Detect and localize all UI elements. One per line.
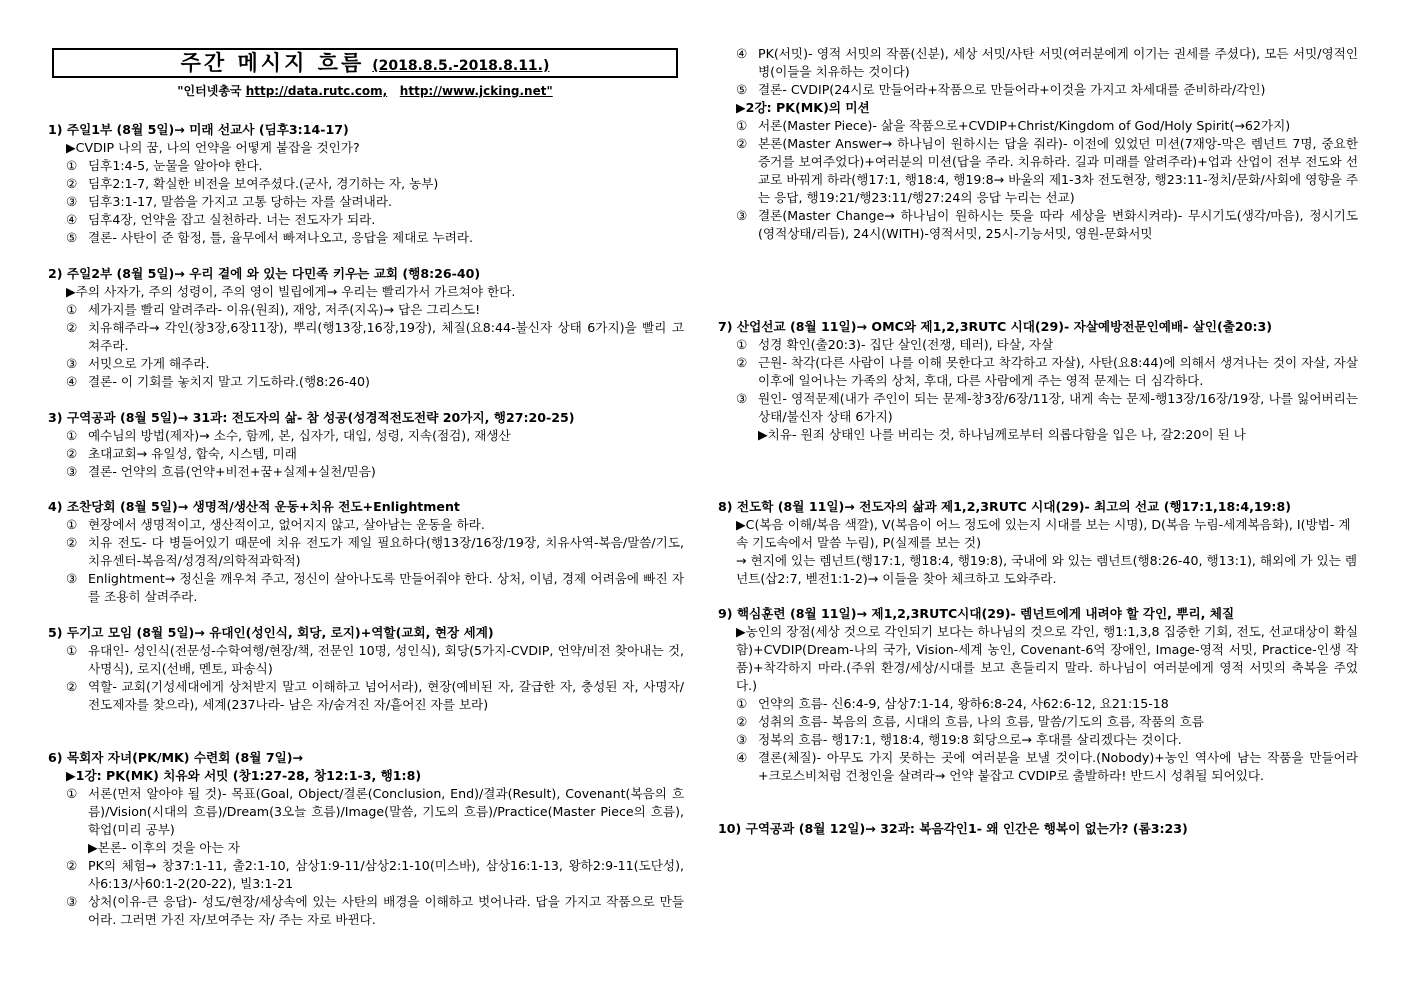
item-number: ② bbox=[66, 858, 78, 873]
item-text: 서론(먼저 알아야 될 것)- 목표(Goal, Object/결론(Conclusion, End)/결과(Result), Covenant(복음의 흐름)/Vision(시대의 흐름)/Dream(3오늘 흐름)/Image(말씀, 기도의 흐름)/Practice(Master Piece의 흐름), 학업(미리 공부) bbox=[88, 786, 684, 837]
list-item bbox=[718, 390, 1358, 426]
section-3 bbox=[48, 409, 684, 481]
item-text: 상처(이유-큰 응답)- 성도/현장/세상속에 있는 사탄의 배경을 이해하고 벗어나라. 답을 가지고 작품으로 만들어라. 그러면 가진 자/보여주는 자/ 주는 자로 바뀐다. bbox=[88, 894, 684, 927]
item-number: ② bbox=[66, 176, 78, 191]
item-number: ② bbox=[66, 446, 78, 461]
list-item bbox=[48, 516, 684, 534]
item-number: ③ bbox=[736, 208, 748, 223]
list-item bbox=[718, 207, 1358, 243]
list-item bbox=[48, 229, 684, 247]
title-box bbox=[52, 48, 678, 78]
item-number: ① bbox=[736, 696, 748, 711]
section-heading: 10) 구역공과 (8월 12일)→ 32과: 복음각인1- 왜 인간은 행복이 없는가? (롬3:23) bbox=[718, 821, 1188, 836]
item-text: 서밋으로 가게 해주라. bbox=[88, 356, 210, 371]
item-number: ② bbox=[736, 355, 748, 370]
item-number: ③ bbox=[66, 356, 78, 371]
item-text: 성취의 흐름- 복음의 흐름, 시대의 흐름, 나의 흐름, 말씀/기도의 흐름, 작품의 흐름 bbox=[758, 714, 1204, 729]
section-10 bbox=[718, 820, 1358, 838]
list-item bbox=[48, 193, 684, 211]
list-item bbox=[48, 678, 684, 714]
item-text: 본론(Master Answer→ 하나님이 원하시는 답을 줘라)- 이전에 있었던 미션(7재앙-막은 렘넌트 7명, 중요한 증거를 보여주었다)+여러분의 미션(답을 주라. 치유하라. 길과 미래를 알려주라)+업과 산업이 전부 전도와 선교로 바꿔게 하라(행17:1, 행18:4, 행19:8→ 바울의 제1-3차 전도현장, 행23:11-정치/문화/사회에 영향을 주는 응답, 행19:21/행23:11/행27:24의 응답 누리는 선교) bbox=[758, 136, 1358, 205]
section-line: → 현지에 있는 렘넌트(행17:1, 행18:4, 행19:8), 국내에 와 있는 렘넌트(행8:26-40, 행13:1), 해외에 가 있는 렘넌트(삽2:7, 벧전1:1-2)→ 이들을 찾아 체크하고 도와주라. bbox=[736, 553, 1358, 586]
list-item bbox=[48, 373, 684, 391]
url-link-1[interactable]: http://data.rutc.com, bbox=[245, 84, 388, 98]
section-heading: 7) 산업선교 (8월 11일)→ OMC와 제1,2,3RUTC 시대(29)- 자살예방전문인예배- 살인(출20:3) bbox=[718, 319, 1273, 334]
list-item bbox=[48, 175, 684, 193]
item-number: ③ bbox=[66, 571, 78, 586]
item-text: 치유해주라→ 각인(창3장,6장11장), 뿌리(행13장,16장,19장), 체질(요8:44-불신자 상태 6가지)을 빨리 고쳐주라. bbox=[88, 320, 684, 353]
date-range: (2018.8.5.-2018.8.11.) bbox=[372, 58, 550, 74]
item-text: 현장에서 생명적이고, 생산적이고, 없어지지 않고, 살아남는 운동을 하라. bbox=[88, 517, 485, 532]
list-item bbox=[718, 117, 1358, 135]
section-arrow: ▶농인의 장점(세상 것으로 각인되기 보다는 하나님의 것으로 각인, 행1:1,3,8 집중한 기회, 전도, 선교대상이 확실함)+CVDIP(Dream-나의 국가, Vision-세계 농인, Covenant-6억 장애인, Image-영적 서밋, Practice-인생 작품)+착각하지 마라.(주위 환경/세상/시대를 보고 흔들리지 말라. 하나님이 여러분에게 영적 서밋의 축복을 주었다.) bbox=[736, 624, 1358, 693]
item-number: ④ bbox=[736, 750, 748, 765]
list-item bbox=[718, 135, 1358, 207]
section-7 bbox=[718, 318, 1358, 444]
section-5 bbox=[48, 624, 684, 714]
list-item bbox=[48, 893, 684, 929]
list-item bbox=[718, 45, 1358, 81]
item-number: ③ bbox=[66, 894, 78, 909]
item-text: PK의 체험→ 창37:1-11, 출2:1-10, 삼상1:9-11/삼상2:1-10(미스바), 삼상16:1-13, 왕하2:9-11(도단성), 사6:13/사60:1-2(20-22), 빌3:1-21 bbox=[88, 858, 684, 891]
item-number: ① bbox=[66, 428, 78, 443]
item-number: ① bbox=[66, 302, 78, 317]
item-number: ② bbox=[66, 535, 78, 550]
sub-note: ▶치유- 원죄 상태인 나를 버리는 것, 하나님께로부터 의롭다함을 입은 나, 갈2:20이 된 나 bbox=[758, 427, 1246, 442]
item-number: ④ bbox=[66, 212, 78, 227]
item-number: ④ bbox=[736, 46, 748, 61]
list-item bbox=[718, 731, 1358, 749]
item-number: ② bbox=[66, 320, 78, 335]
section-heading: 5) 두기고 모임 (8월 5일)→ 유대인(성인식, 회당, 로지)+역할(교회, 현장 세계) bbox=[48, 625, 494, 640]
sub-note: ▶본론- 이후의 것을 아는 자 bbox=[88, 840, 240, 855]
item-number: ② bbox=[736, 714, 748, 729]
item-number: ③ bbox=[736, 732, 748, 747]
section-heading: 8) 전도학 (8월 11일)→ 전도자의 삶과 제1,2,3RUTC 시대(29)- 최고의 선교 (행17:1,18:4,19:8) bbox=[718, 499, 1291, 514]
section-heading: 4) 조찬당회 (8월 5일)→ 생명적/생산적 운동+치유 전도+Enlightment bbox=[48, 499, 460, 514]
list-item bbox=[718, 713, 1358, 731]
item-number: ③ bbox=[66, 194, 78, 209]
list-item bbox=[48, 157, 684, 175]
item-text: 딤후1:4-5, 눈물을 알아야 한다. bbox=[88, 158, 263, 173]
list-item bbox=[48, 534, 684, 570]
url-link-2[interactable]: http://www.jcking.net" bbox=[399, 84, 553, 98]
list-item bbox=[48, 570, 684, 606]
item-number: ⑤ bbox=[736, 82, 748, 97]
item-text: 초대교회→ 유일성, 합숙, 시스템, 미래 bbox=[88, 446, 297, 461]
item-number: ① bbox=[66, 517, 78, 532]
item-text: 딤후4장, 언약을 잡고 실천하라. 너는 전도자가 되라. bbox=[88, 212, 376, 227]
url-line bbox=[52, 82, 678, 99]
item-number: ② bbox=[66, 679, 78, 694]
list-item bbox=[718, 336, 1358, 354]
section-heading: 9) 핵심훈련 (8월 11일)→ 제1,2,3RUTC시대(29)- 렘넌트에게 내려야 할 각인, 뿌리, 체질 bbox=[718, 606, 1235, 621]
item-text: 딤후3:1-17, 말씀을 가지고 고통 당하는 자를 살려내라. bbox=[88, 194, 393, 209]
item-number: ③ bbox=[66, 464, 78, 479]
list-item bbox=[48, 445, 684, 463]
item-text: 결론(Master Change→ 하나님이 원하시는 뜻을 따라 세상을 변화시켜라)- 무시기도(생각/마음), 정시기도(영적상태/리듬), 24시(WITH)-영적서밋, 25시-기능서밋, 영원-문화서밋 bbox=[758, 208, 1358, 241]
section-2 bbox=[48, 265, 684, 391]
list-item bbox=[718, 749, 1358, 785]
section-heading: 6) 목회자 자녀(PK/MK) 수련회 (8월 7일)→ bbox=[48, 750, 304, 765]
section-heading: 3) 구역공과 (8월 5일)→ 31과: 전도자의 삶- 참 성공(성경적전도전략 20가지, 행27:20-25) bbox=[48, 410, 575, 425]
item-number: ① bbox=[736, 337, 748, 352]
section-line: ▶C(복음 이해/복음 색깔), V(복음이 어느 정도에 있는지 시대를 보는 시명), D(복음 누림-세계복음화), I(방법- 계속 기도속에서 말씀 누림), P(실제를 보는 것) bbox=[736, 517, 1351, 550]
item-text: 결론(체질)- 아무도 가지 못하는 곳에 여러분을 보낼 것이다.(Nobody)+농인 역사에 남는 작품을 만들어라+크로스비처럼 건청인을 살려라→ 언약 붙잡고 CVDIP로 출발하라! 반드시 성취될 되어있다. bbox=[758, 750, 1358, 783]
item-text: 결론- 언약의 흐름(언약+비전+꿈+실제+실천/믿음) bbox=[88, 464, 376, 479]
item-text: 정복의 흐름- 행17:1, 행18:4, 행19:8 회당으로→ 후대를 살리겠다는 것이다. bbox=[758, 732, 1182, 747]
section-6 bbox=[48, 749, 684, 929]
section-heading: 2) 주일2부 (8월 5일)→ 우리 곁에 와 있는 다민족 키우는 교회 (행8:26-40) bbox=[48, 266, 481, 281]
item-text: 결론- CVDIP(24시로 만들어라+작품으로 만들어라+이것을 가지고 차세대를 준비하라/각인) bbox=[758, 82, 1266, 97]
item-text: 세가지를 빨리 알려주라- 이유(원죄), 재앙, 저주(지옥)→ 답은 그리스도! bbox=[88, 302, 481, 317]
section-8 bbox=[718, 498, 1358, 588]
item-number: ② bbox=[736, 136, 748, 151]
item-text: 원인- 영적문제(내가 주인이 되는 문제-창3장/6장/11장, 내게 속는 문제-행13장/16장/19장, 나를 잃어버리는 상태/불신자 상태 6가지) bbox=[758, 391, 1358, 424]
item-text: 예수님의 방법(제자)→ 소수, 함께, 본, 십자가, 대입, 성령, 지속(점검), 재생산 bbox=[88, 428, 511, 443]
item-number: ⑤ bbox=[66, 230, 78, 245]
list-item bbox=[48, 857, 684, 893]
section-9 bbox=[718, 605, 1358, 785]
list-item bbox=[718, 354, 1358, 390]
section-heading: 1) 주일1부 (8월 5일)→ 미래 선교사 (딤후3:14-17) bbox=[48, 122, 349, 137]
section-1 bbox=[48, 121, 684, 247]
section-arrow: ▶주의 사자가, 주의 성령이, 주의 영이 빌립에게→ 우리는 빨리가서 가르쳐야 한다. bbox=[66, 284, 516, 299]
item-text: 결론- 이 기회를 놓치지 말고 기도하라.(행8:26-40) bbox=[88, 374, 370, 389]
list-item bbox=[48, 355, 684, 373]
section-6-continued bbox=[718, 45, 1358, 243]
section-4 bbox=[48, 498, 684, 606]
item-number: ① bbox=[736, 118, 748, 133]
section-arrow: ▶2강: PK(MK)의 미션 bbox=[736, 100, 870, 115]
item-text: 딤후2:1-7, 확실한 비전을 보여주셨다.(군사, 경기하는 자, 농부) bbox=[88, 176, 439, 191]
item-text: 치유 전도- 다 병들어있기 때문에 치유 전도가 제일 필요하다(행13장/16장/19장, 치유사역-복음/말씀/기도, 치유센터-복음적/성경적/의학적과학적) bbox=[88, 535, 684, 568]
section-arrow: ▶1강: PK(MK) 치유와 서밋 (창1:27-28, 창12:1-3, 행1:8) bbox=[66, 768, 422, 783]
list-item bbox=[718, 81, 1358, 99]
item-text: Enlightment→ 정신을 깨우쳐 주고, 정신이 살아나도록 만들어줘야 한다. 상처, 이념, 경제 어려움에 빠진 자를 조용히 살려주라. bbox=[88, 571, 684, 604]
item-text: 유대인- 성인식(전문성-수학여행/현장/책, 전문인 10명, 성인식), 회당(5가지-CVDIP, 언약/비전 찾아내는 것, 사명식), 로지(선배, 멘토, 파송식) bbox=[88, 643, 684, 676]
item-text: PK(서밋)- 영적 서밋의 작품(신분), 세상 서밋/사탄 서밋(여러분에게 이기는 권세를 주셨다), 모든 서밋/영적인 병(이들을 치유하는 것이다) bbox=[758, 46, 1358, 79]
item-text: 근원- 착각(다른 사람이 나를 이해 못한다고 착각하고 자살), 사탄(요8:44)에 의해서 생겨나는 것이 자살, 자살 이후에 일어나는 가족의 상처, 후대, 다른 사람에게 주는 영적 문제는 더 심각하다. bbox=[758, 355, 1358, 388]
list-item bbox=[48, 301, 684, 319]
list-item bbox=[48, 785, 684, 839]
page-title: 주간 메시지 흐름 bbox=[180, 51, 365, 75]
item-number: ③ bbox=[736, 391, 748, 406]
item-text: 역할- 교회(기성세대에게 상처받지 말고 이해하고 넘어서라), 현장(예비된 자, 갈급한 자, 충성된 자, 사명자/전도제자를 찾으라), 세계(237나라- 남은 자/숨겨진 자/흩어진 자를 보라) bbox=[88, 679, 684, 712]
list-item bbox=[48, 211, 684, 229]
item-number: ④ bbox=[66, 374, 78, 389]
list-item bbox=[48, 642, 684, 678]
url-label: "인터넷총국 bbox=[177, 84, 242, 98]
list-item bbox=[48, 463, 684, 481]
section-arrow: ▶CVDIP 나의 꿈, 나의 언약을 어떻게 붙잡을 것인가? bbox=[66, 140, 360, 155]
item-text: 언약의 흐름- 신6:4-9, 삼상7:1-14, 왕하6:8-24, 사62:6-12, 요21:15-18 bbox=[758, 696, 1169, 711]
item-number: ① bbox=[66, 786, 78, 801]
item-text: 성경 확인(출20:3)- 집단 살인(전쟁, 테러), 타살, 자살 bbox=[758, 337, 1054, 352]
item-text: 결론- 사탄이 준 함정, 틀, 율무에서 빠져나오고, 응답을 제대로 누려라. bbox=[88, 230, 474, 245]
item-number: ① bbox=[66, 158, 78, 173]
item-number: ① bbox=[66, 643, 78, 658]
list-item bbox=[718, 695, 1358, 713]
list-item bbox=[48, 427, 684, 445]
item-text: 서론(Master Piece)- 삶을 작품으로+CVDIP+Christ/Kingdom of God/Holy Spirit(→62가지) bbox=[758, 118, 1291, 133]
list-item bbox=[48, 319, 684, 355]
